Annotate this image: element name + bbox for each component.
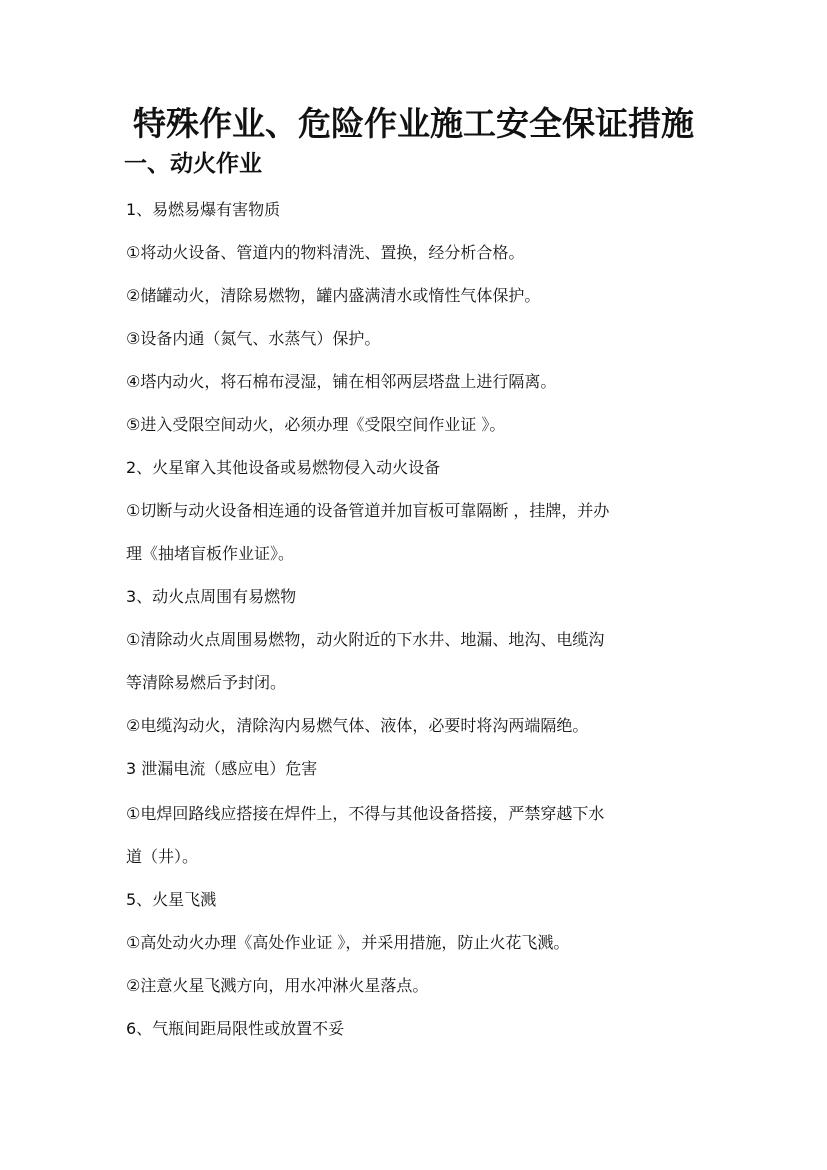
list-item: 6、气瓶间距局限性或放置不妥 — [126, 1019, 345, 1038]
list-item: 3、动火点周围有易燃物 — [126, 587, 297, 606]
list-item: ⑤进入受限空间动火，必须办理《受限空间作业证 》。 — [126, 415, 506, 434]
list-item: 等清除易燃后予封闭。 — [126, 673, 287, 692]
list-item: ③设备内通（氮气、水蒸气）保护。 — [126, 329, 381, 348]
section-heading: 一、动火作业 — [124, 150, 262, 177]
list-item: 5、火星飞溅 — [126, 890, 217, 909]
list-item: ④塔内动火，将石棉布浸湿，铺在相邻两层塔盘上进行隔离。 — [126, 372, 557, 391]
list-item: ①清除动火点周围易燃物，动火附近的下水井、地漏、地沟、电缆沟 — [126, 630, 605, 649]
list-item: ②储罐动火，清除易燃物，罐内盛满清水或惰性气体保护。 — [126, 286, 541, 305]
list-item: 1、易燃易爆有害物质 — [126, 200, 281, 219]
list-item: 理《抽堵盲板作业证》。 — [126, 544, 295, 563]
list-item: 道（井）。 — [126, 847, 199, 866]
list-item: 2、火星窜入其他设备或易燃物侵入动火设备 — [126, 458, 441, 477]
list-item: ②电缆沟动火，清除沟内易燃气体、液体，必要时将沟两端隔绝。 — [126, 716, 589, 735]
list-item: ②注意火星飞溅方向，用水冲淋火星落点。 — [126, 976, 429, 995]
list-item: ①将动火设备、管道内的物料清洗、置换，经分析合格。 — [126, 243, 525, 262]
list-item: ①电焊回路线应搭接在焊件上，不得与其他设备搭接，严禁穿越下水 — [126, 804, 605, 823]
list-item: ①高处动火办理《高处作业证 》，并采用措施，防止火花飞溅。 — [126, 933, 570, 952]
list-item: ①切断与动火设备相连通的设备管道并加盲板可靠隔断 ，挂牌，并办 — [126, 501, 610, 520]
document-title: 特殊作业、危险作业施工安全保证措施 — [133, 104, 694, 143]
list-item: 3 泄漏电流（感应电）危害 — [126, 759, 318, 778]
